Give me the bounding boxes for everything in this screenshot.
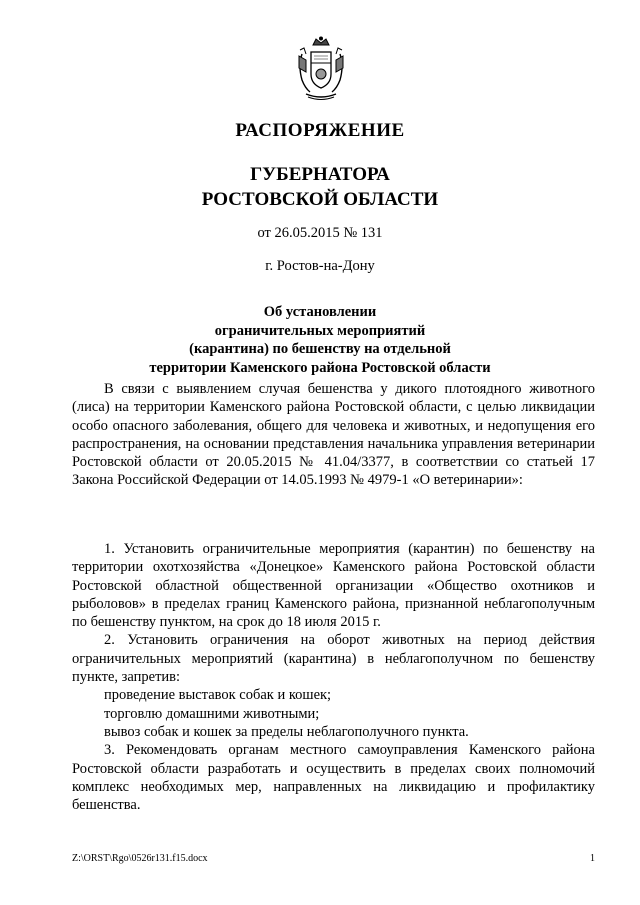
preamble-paragraph: В связи с выявлением случая бешенства у дикого плотоядного животного (лиса) на территории Каменского района Ростовской области, с целью ликвидации особо опасного заболевания, общего для человека и животных, и недопущения его распространения, на основании представления начальника управления ветеринарии Ростовской области от 20.05.2015 № 41.04/3377, в соответствии со статьей 17 Закона Российской Федерации от 14.05.1993 № 4979-1 «О ветеринарии»: (72, 381, 595, 489)
issuing-authority (0, 162, 640, 212)
document-date-number: от 26.05.2015 № 131 (257, 225, 383, 241)
document-city: г. Ростов-на-Дону (265, 258, 375, 274)
title-line-4: территории Каменского района Ростовской области (149, 359, 491, 376)
article-2-sub-1: проведение выставок собак и кошек; (104, 687, 332, 704)
title-line-1: Об установлении (263, 304, 377, 320)
footer-page-number: 1 (590, 853, 595, 864)
coat-of-arms-icon (296, 36, 346, 102)
article-2-sub-3: вывоз собак и кошек за пределы неблагополучного пункта. (104, 723, 469, 740)
article-2: 2. Установить ограничения на оборот животных на период действия ограничительных мероприятий (карантина) в неблагополучном по бешенству пункте, запретив: (72, 632, 595, 686)
footer-file-path: Z:\ORST\Rgo\0526r131.f15.docx (72, 853, 208, 864)
article-2-sub-2: торговлю домашними животными; (104, 705, 320, 722)
article-1: 1. Установить ограничительные мероприятия (карантин) по бешенству на территории охотхозяйства «Донецкое» Каменского района Ростовской области Ростовской областной общественной организации «Общество охотников и рыболовов» в пределах границ Каменского района, признанной неблагополучным по бешенству пунктом, на срок до 18 июля 2015 г. (72, 541, 595, 631)
authority-line-1: ГУБЕРНАТОРА (250, 164, 390, 185)
preamble-block (72, 380, 595, 490)
document-title (0, 303, 640, 377)
articles-block (72, 540, 595, 814)
document-type: РАСПОРЯЖЕНИЕ (235, 120, 405, 141)
title-line-2: ограничительных мероприятий (214, 322, 426, 339)
page-footer (72, 853, 595, 864)
authority-line-2: РОСТОВСКОЙ ОБЛАСТИ (201, 189, 439, 210)
title-line-3: (карантина) по бешенству на отдельной (189, 341, 451, 357)
article-3: 3. Рекомендовать органам местного самоуправления Каменского района Ростовской области разработать и осуществить в пределах своих полномочий комплекс необходимых мер, направленных на ликвидацию и профилактику бешенства. (72, 742, 595, 814)
